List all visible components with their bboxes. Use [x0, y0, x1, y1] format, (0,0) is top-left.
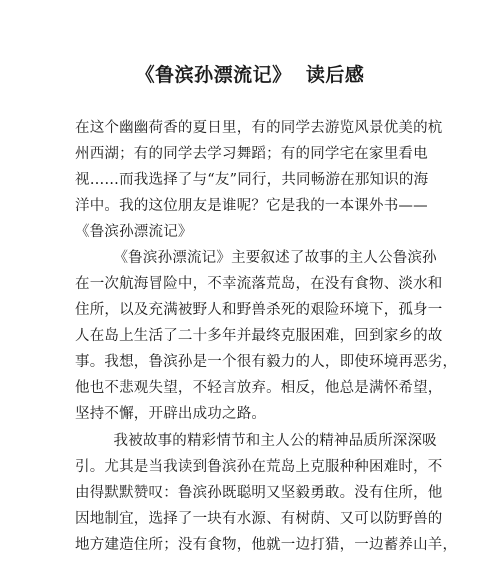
body-line-9: 人在岛上生活了二十多年并最终克服困难，回到家乡的故: [75, 328, 443, 344]
document-title: 《鲁滨孙漂流记》 读后感: [135, 64, 365, 86]
body-line-3: 视……而我选择了与“友”同行，共同畅游在那知识的海: [75, 172, 429, 188]
body-line-6: 《鲁滨孙漂流记》主要叙述了故事的主人公鲁滨孙: [75, 250, 437, 266]
body-line-15: 由得默默赞叹：鲁滨孙既聪明又坚毅勇敢。没有住所，他: [75, 485, 443, 501]
body-line-1: 在这个幽幽荷香的夏日里，有的同学去游览风景优美的杭: [75, 120, 443, 136]
body-line-10: 事。我想，鲁滨孙是一个很有毅力的人，即使环境再恶劣，: [75, 354, 458, 370]
body-line-8: 住所，以及充满被野人和野兽杀死的艰险环境下，孤身一: [75, 302, 443, 318]
body-line-13: 我被故事的精彩情节和主人公的精神品质所深深吸: [75, 433, 437, 449]
body-line-14: 引。尤其是当我读到鲁滨孙在荒岛上克服种种困难时，不: [75, 459, 443, 475]
body-line-4: 洋中。我的这位朋友是谁呢？它是我的一本课外书——: [75, 198, 428, 214]
body-line-16: 因地制宜，选择了一块有水源、有树荫、又可以防野兽的: [75, 511, 443, 527]
body-line-11: 他也不悲观失望，不轻言放弃。相反，他总是满怀希望，: [75, 380, 443, 396]
body-line-5: 《鲁滨孙漂流记》: [75, 224, 193, 240]
body-line-17: 地方建造住所；没有食物，他就一边打猎，一边蓄养山羊，: [75, 537, 458, 553]
body-line-7: 在一次航海冒险中，不幸流落荒岛，在没有食物、淡水和: [75, 276, 443, 292]
body-line-12: 坚持不懈，开辟出成功之路。: [75, 406, 267, 422]
body-line-2: 州西湖；有的同学去学习舞蹈；有的同学宅在家里看电: [75, 146, 428, 162]
